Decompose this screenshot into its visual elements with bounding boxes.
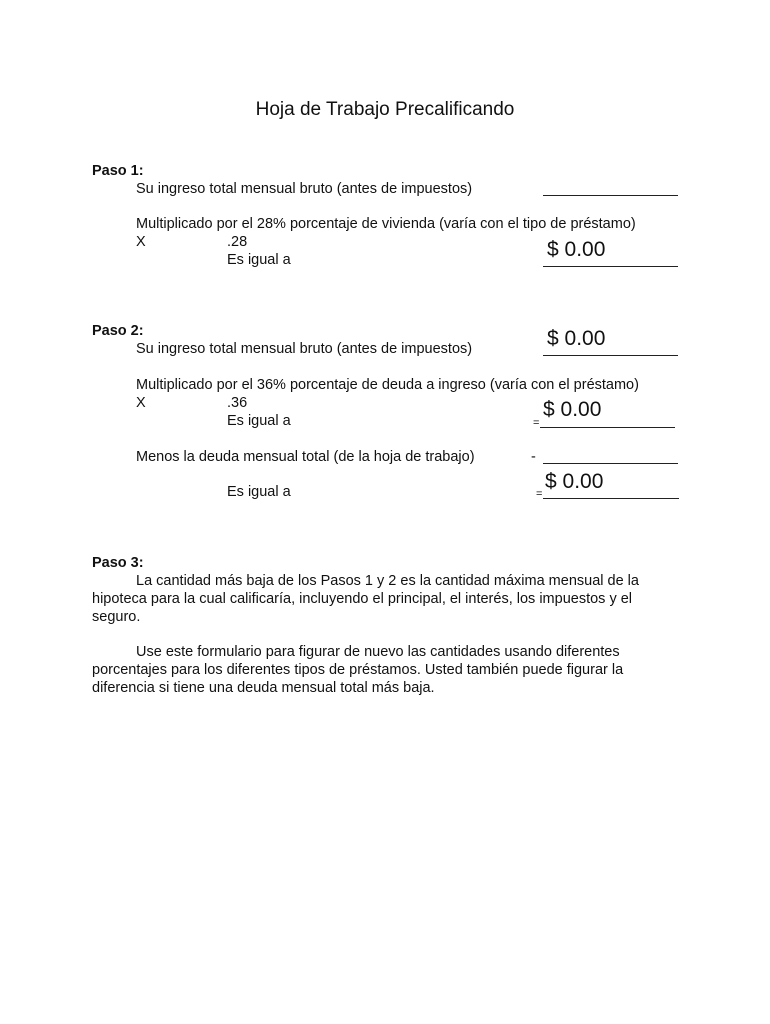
paso2-income-label: Su ingreso total mensual bruto (antes de impuestos) — [136, 341, 473, 357]
paso2-income-field-line — [543, 355, 678, 356]
paso1-equals-label: Es igual a — [227, 252, 291, 268]
paso2-equals-label: Es igual a — [227, 413, 291, 429]
paso2-heading: Paso 2: — [92, 323, 144, 339]
paso2-factor: .36 — [227, 395, 248, 411]
paso2-equals-sign: = — [533, 417, 540, 429]
paso1-income-label: Su ingreso total mensual bruto (antes de impuestos) — [136, 181, 473, 197]
paso1-x-label: X — [136, 234, 146, 250]
paso1-result-field-line — [543, 266, 678, 267]
paso3-paragraph-1: La cantidad más baja de los Pasos 1 y 2 es la cantidad máxima mensual de la hipoteca para la cual calificaría, incluyendo el principal, el interés, los impuestos y el seguro. — [92, 573, 639, 625]
paso1-heading: Paso 1: — [92, 163, 144, 179]
paso1-income-field[interactable] — [543, 195, 678, 196]
paso2-x-label: X — [136, 395, 146, 411]
paso2-final-result-line — [543, 498, 679, 499]
paso2-multiply-label: Multiplicado por el 36% porcentaje de deuda a ingreso (varía con el préstamo) — [136, 377, 639, 393]
paso2-multiply-result[interactable]: $ 0.00 — [543, 398, 602, 421]
paso2-income-value[interactable]: $ 0.00 — [547, 327, 606, 350]
paso2-debt-label: Menos la deuda mensual total (de la hoja de trabajo) — [136, 449, 475, 465]
paso2-debt-field[interactable] — [543, 463, 678, 464]
paso2-final-equals-sign: = — [536, 488, 543, 500]
paso3-paragraph-2: Use este formulario para figurar de nuevo las cantidades usando diferentes porcentajes para los diferentes tipos de préstamos. Usted también puede figurar la diferencia si tiene una deuda mensual total más baja. — [92, 644, 624, 696]
page-title: Hoja de Trabajo Precalificando — [255, 99, 515, 120]
paso2-multiply-result-line — [540, 427, 675, 428]
paso3-heading: Paso 3: — [92, 555, 144, 571]
paso2-minus-sign: - — [531, 449, 536, 465]
paso2-final-equals-label: Es igual a — [227, 484, 291, 500]
paso1-result-value[interactable]: $ 0.00 — [547, 238, 606, 261]
paso1-multiply-label: Multiplicado por el 28% porcentaje de vivienda (varía con el tipo de préstamo) — [136, 216, 636, 232]
paso2-final-result[interactable]: $ 0.00 — [545, 470, 604, 493]
paso1-factor: .28 — [227, 234, 248, 250]
